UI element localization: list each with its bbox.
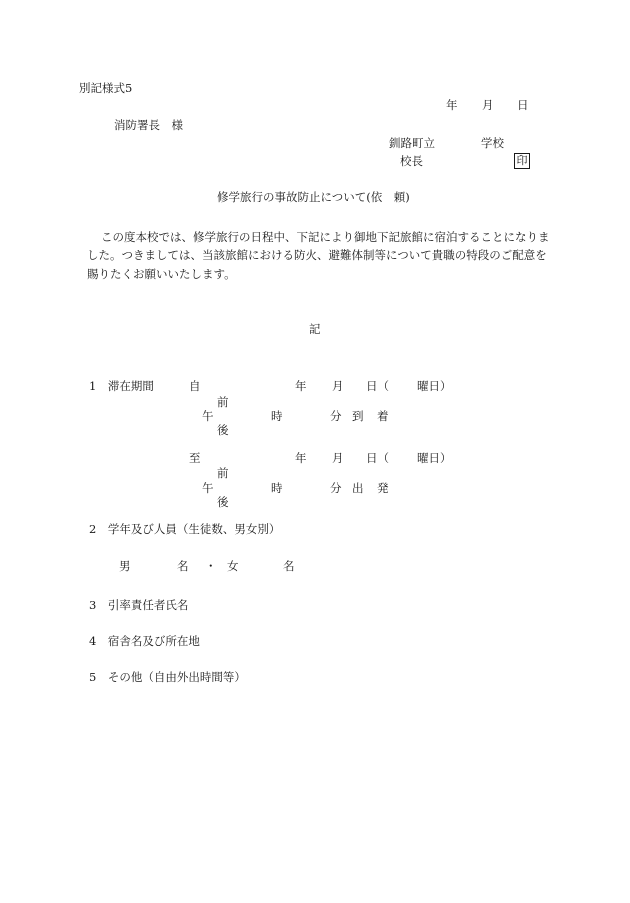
from-minute-label: 分 xyxy=(330,409,342,423)
addressee: 消防署長 様 xyxy=(114,118,183,132)
gender-separator: ・ xyxy=(205,559,217,573)
record-heading: 記 xyxy=(309,322,321,336)
from-action-char: 着 xyxy=(377,409,389,423)
to-noon-label: 午 xyxy=(202,481,214,495)
from-noon-label: 午 xyxy=(202,409,214,423)
date-day-label: 日 xyxy=(517,98,529,112)
male-label: 男 xyxy=(119,559,131,573)
to-weekday-label: 曜日） xyxy=(417,451,452,465)
from-weekday-label: 曜日） xyxy=(417,379,452,393)
body-line: 賜りたくお願いいたします。 xyxy=(87,267,236,281)
body-line: この度本校では、修学旅行の日程中、下記により御地下記旅館に宿泊することになりま xyxy=(101,230,550,244)
female-label: 女 xyxy=(227,559,239,573)
item-stay-period-label: 1 滞在期間 xyxy=(89,379,154,393)
body-line: した。つきましては、当該旅館における防火、避難体制等について貴職の特段のご配意を xyxy=(87,248,547,262)
date-month-label: 月 xyxy=(482,98,494,112)
item-lodging-label: 4 宿舎名及び所在地 xyxy=(89,634,200,648)
from-hour-label: 時 xyxy=(271,409,283,423)
principal-label: 校長 xyxy=(400,154,423,168)
to-marker: 至 xyxy=(189,451,201,465)
date-year-label: 年 xyxy=(446,98,458,112)
male-unit-label: 名 xyxy=(177,559,189,573)
from-year-label: 年 xyxy=(295,379,307,393)
to-day-label: 日（ xyxy=(366,451,389,465)
from-day-label: 日（ xyxy=(366,379,389,393)
to-am-label: 前 xyxy=(217,466,229,480)
item-other-label: 5 その他（自由外出時間等） xyxy=(89,670,246,684)
from-am-label: 前 xyxy=(217,395,229,409)
seal-box: 印 xyxy=(514,153,530,169)
from-action-char: 到 xyxy=(352,409,364,423)
to-action-char: 発 xyxy=(377,481,389,495)
to-hour-label: 時 xyxy=(271,481,283,495)
form-number: 別記様式5 xyxy=(79,81,133,95)
female-unit-label: 名 xyxy=(283,559,295,573)
from-pm-label: 後 xyxy=(217,423,229,437)
to-action-char: 出 xyxy=(352,481,364,495)
item-leader-label: 3 引率責任者氏名 xyxy=(89,598,189,612)
from-month-label: 月 xyxy=(332,379,344,393)
school-prefix: 釧路町立 xyxy=(389,136,435,150)
item-participants-label: 2 学年及び人員（生徒数、男女別） xyxy=(89,522,281,536)
from-marker: 自 xyxy=(189,379,201,393)
document-title: 修学旅行の事故防止について(依 頼) xyxy=(217,190,410,204)
to-minute-label: 分 xyxy=(330,481,342,495)
to-pm-label: 後 xyxy=(217,495,229,509)
to-year-label: 年 xyxy=(295,451,307,465)
school-suffix: 学校 xyxy=(481,136,504,150)
to-month-label: 月 xyxy=(332,451,344,465)
